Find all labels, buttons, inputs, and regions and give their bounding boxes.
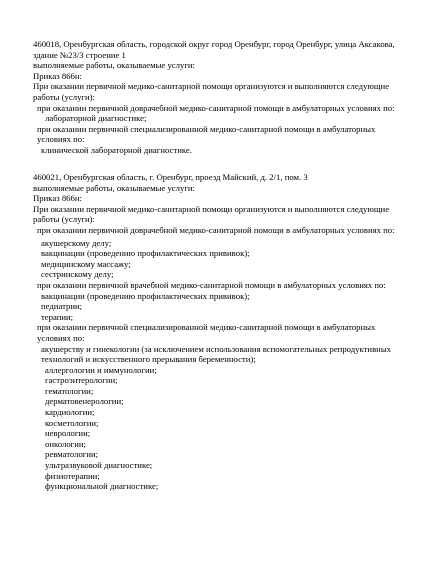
section-title-prehospital: при оказании первичной доврачебной медико-санитарной помощи в амбулаторных условиях по: bbox=[37, 102, 395, 113]
license-block-address-2 bbox=[33, 172, 408, 492]
service-item: педиатрии; bbox=[41, 301, 83, 312]
service-item: вакцинации (проведению профилактических прививок); bbox=[41, 290, 250, 301]
address-text: 460021, Оренбургская область, г. Оренбург, проезд Майский, д. 2/1, пом. 3 bbox=[33, 172, 308, 182]
service-item: кардиологии; bbox=[45, 407, 95, 418]
service-item: аллергологии и иммунологии; bbox=[45, 364, 157, 375]
service-item: ревматологии; bbox=[45, 449, 99, 460]
service-item: дерматовенерологии; bbox=[45, 396, 124, 407]
service-item: клинической лабораторной диагностике. bbox=[41, 144, 192, 155]
service-item: лабораторной диагностике; bbox=[45, 113, 147, 124]
service-item: терапии; bbox=[41, 311, 74, 322]
service-item: ультразвуковой диагностике; bbox=[45, 460, 153, 471]
service-item: неврологии; bbox=[45, 428, 91, 439]
service-item: гематологии; bbox=[45, 385, 94, 396]
order-reference: Приказ 866н: bbox=[33, 70, 82, 81]
service-item: функциональной диагностике; bbox=[45, 481, 159, 492]
service-item: онкологии; bbox=[45, 438, 86, 449]
license-block-address-1 bbox=[33, 39, 408, 156]
service-item: вакцинации (проведению профилактических прививок); bbox=[41, 248, 250, 259]
section-title-specialized: при оказании первичной специализированной медико-санитарной помощи в амбулаторных условиях по: bbox=[37, 322, 376, 343]
section-title-prehospital: при оказании первичной доврачебной медико-санитарной помощи в амбулаторных условиях по: bbox=[37, 224, 395, 235]
service-item: медицинскому массажу; bbox=[41, 258, 131, 269]
intro-text: При оказании первичной медико-санитарной помощи организуются и выполняются следующие работы (услуги): bbox=[33, 81, 390, 102]
service-item: физиотерапии; bbox=[45, 470, 100, 481]
order-reference: Приказ 866н: bbox=[33, 193, 82, 204]
service-item: акушерству и гинекологии (за исключением использования вспомогательных репродуктивных технологий и искусственного прерывания беременности); bbox=[41, 343, 392, 365]
service-item: гастроэнтерологии; bbox=[45, 375, 118, 386]
works-label: выполняемые работы, оказываемые услуги: bbox=[33, 60, 195, 71]
address-text: 460018, Оренбургская область, городской округ город Оренбург, город Оренбург, улица Аксакова, здание №23/3 строение 1 bbox=[33, 39, 395, 60]
service-item: косметологии; bbox=[45, 417, 99, 428]
intro-text: При оказании первичной медико-санитарной помощи организуются и выполняются следующие работы (услуги): bbox=[33, 203, 390, 225]
service-item: сестринскому делу; bbox=[41, 269, 114, 280]
section-title-specialized: при оказании первичной специализированной медико-санитарной помощи в амбулаторных условиях по: bbox=[37, 123, 376, 145]
section-title-primary-physician: при оказании первичной врачебной медико-санитарной помощи в амбулаторных условиях по: bbox=[37, 279, 386, 290]
works-label: выполняемые работы, оказываемые услуги: bbox=[33, 182, 195, 193]
service-item: акушерскому делу; bbox=[41, 237, 112, 248]
